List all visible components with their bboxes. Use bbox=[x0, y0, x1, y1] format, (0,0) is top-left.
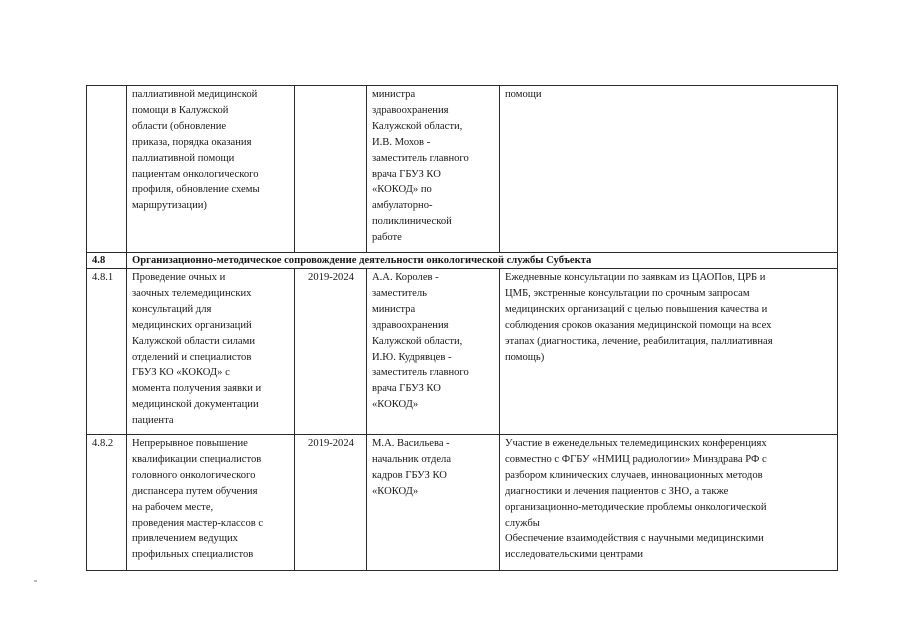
responsible-cell bbox=[367, 269, 500, 435]
table-row-4-8-1 bbox=[87, 269, 838, 435]
period-cell: 2019-2024 bbox=[295, 269, 367, 435]
result-cell bbox=[500, 86, 838, 253]
responsible-line: здравоохранения bbox=[372, 104, 449, 116]
responsible-cell bbox=[367, 86, 500, 253]
section-number: 4.8 bbox=[87, 253, 127, 269]
measure-line: заочных телемедицинских bbox=[132, 287, 252, 299]
measure-line: помощи в Калужской bbox=[132, 104, 229, 116]
responsible-line: «КОКОД» bbox=[372, 485, 419, 497]
measure-line: паллиативной помощи bbox=[132, 152, 235, 164]
result-line: помощи bbox=[505, 89, 542, 100]
row-number: 4.8.2 bbox=[87, 435, 127, 571]
responsible-line: министра bbox=[372, 303, 416, 315]
responsible-line: работе bbox=[372, 232, 402, 244]
responsible-line: «КОКОД» bbox=[372, 399, 419, 411]
responsible-line: «КОКОД» по bbox=[372, 184, 432, 196]
row-number: 4.8.1 bbox=[87, 269, 127, 435]
responsible-line: М.А. Васильева - bbox=[372, 438, 450, 449]
result-line: Участие в еженедельных телемедицинских конференциях bbox=[505, 438, 767, 449]
responsible-line: И.Ю. Кудрявцев - bbox=[372, 351, 452, 363]
period-cell: 2019-2024 bbox=[295, 435, 367, 571]
section-title: Организационно-методическое сопровождение деятельности онкологической службы Субъекта bbox=[127, 253, 838, 269]
responsible-cell bbox=[367, 435, 500, 571]
responsible-line: врача ГБУЗ КО bbox=[372, 383, 441, 395]
measure-line: квалификации специалистов bbox=[132, 453, 262, 465]
measure-line: ГБУЗ КО «КОКОД» с bbox=[132, 367, 230, 379]
result-line: этапах (диагностика, лечение, реабилитация, паллиативная bbox=[505, 335, 773, 347]
measure-line: головного онкологического bbox=[132, 469, 256, 481]
measure-line: момента получения заявки и bbox=[132, 383, 262, 395]
responsible-line: начальник отдела bbox=[372, 453, 452, 465]
result-line: помощь) bbox=[505, 351, 545, 363]
result-line: исследовательскими центрами bbox=[505, 549, 644, 561]
measure-line: паллиативной медицинской bbox=[132, 89, 258, 100]
result-line: медицинских организаций с целью повышения качества и bbox=[505, 303, 768, 315]
measure-line: консультаций для bbox=[132, 303, 212, 315]
measure-cell bbox=[127, 435, 295, 571]
responsible-line: врача ГБУЗ КО bbox=[372, 168, 441, 180]
measure-line: медицинской документации bbox=[132, 399, 259, 411]
responsible-line: кадров ГБУЗ КО bbox=[372, 469, 447, 481]
measure-line: привлечением ведущих bbox=[132, 533, 238, 545]
result-line: Ежедневные консультации по заявкам из ЦАОПов, ЦРБ и bbox=[505, 272, 766, 283]
responsible-line: заместитель главного bbox=[372, 152, 469, 164]
responsible-line: Калужской области, bbox=[372, 120, 463, 132]
measure-line: профиля, обновление схемы bbox=[132, 184, 260, 196]
result-line: ЦМБ, экстренные консультации по срочным запросам bbox=[505, 287, 750, 299]
responsible-line: министра bbox=[372, 89, 416, 100]
measure-line: Проведение очных и bbox=[132, 272, 226, 283]
responsible-line: Калужской области, bbox=[372, 335, 463, 347]
measure-cell bbox=[127, 269, 295, 435]
table-row-4-8-2 bbox=[87, 435, 838, 571]
result-line: службы bbox=[505, 517, 540, 529]
scan-speck bbox=[34, 580, 37, 582]
result-cell bbox=[500, 269, 838, 435]
result-cell bbox=[500, 435, 838, 571]
measure-line: диспансера путем обучения bbox=[132, 485, 258, 497]
measure-cell bbox=[127, 86, 295, 253]
measure-line: пациентам онкологического bbox=[132, 168, 259, 180]
measure-line: приказа, порядка оказания bbox=[132, 136, 252, 148]
responsible-line: здравоохранения bbox=[372, 319, 449, 331]
result-line: совместно с ФГБУ «НМИЦ радиологии» Минздрава РФ с bbox=[505, 453, 767, 465]
number-cell bbox=[87, 86, 127, 253]
measure-line: Непрерывное повышение bbox=[132, 438, 248, 449]
plan-table bbox=[86, 85, 838, 571]
result-line: Обеспечение взаимодействия с научными медицинскими bbox=[505, 533, 764, 545]
result-line: соблюдения сроков оказания медицинской помощи на всех bbox=[505, 319, 772, 331]
measure-line: проведения мастер-классов с bbox=[132, 517, 264, 529]
measure-line: Калужской области силами bbox=[132, 335, 256, 347]
measure-line: отделений и специалистов bbox=[132, 351, 252, 363]
measure-line: медицинских организаций bbox=[132, 319, 252, 331]
result-line: разбором клинических случаев, инновационных методов bbox=[505, 469, 763, 481]
responsible-line: А.А. Королев - bbox=[372, 272, 439, 283]
responsible-line: поликлинической bbox=[372, 216, 452, 228]
measure-line: профильных специалистов bbox=[132, 549, 254, 561]
measure-line: маршрутизации) bbox=[132, 200, 207, 212]
measure-line: пациента bbox=[132, 415, 174, 427]
table-row-continued bbox=[87, 86, 838, 253]
result-line: диагностики и лечения пациентов с ЗНО, а также bbox=[505, 485, 729, 497]
responsible-line: заместитель bbox=[372, 287, 428, 299]
result-line: организационно-методические проблемы онкологической bbox=[505, 501, 767, 513]
period-cell bbox=[295, 86, 367, 253]
measure-line: на рабочем месте, bbox=[132, 501, 214, 513]
responsible-line: И.В. Мохов - bbox=[372, 136, 431, 148]
responsible-line: амбулаторно- bbox=[372, 200, 433, 212]
section-row bbox=[87, 253, 838, 269]
measure-line: области (обновление bbox=[132, 120, 227, 132]
responsible-line: заместитель главного bbox=[372, 367, 469, 379]
